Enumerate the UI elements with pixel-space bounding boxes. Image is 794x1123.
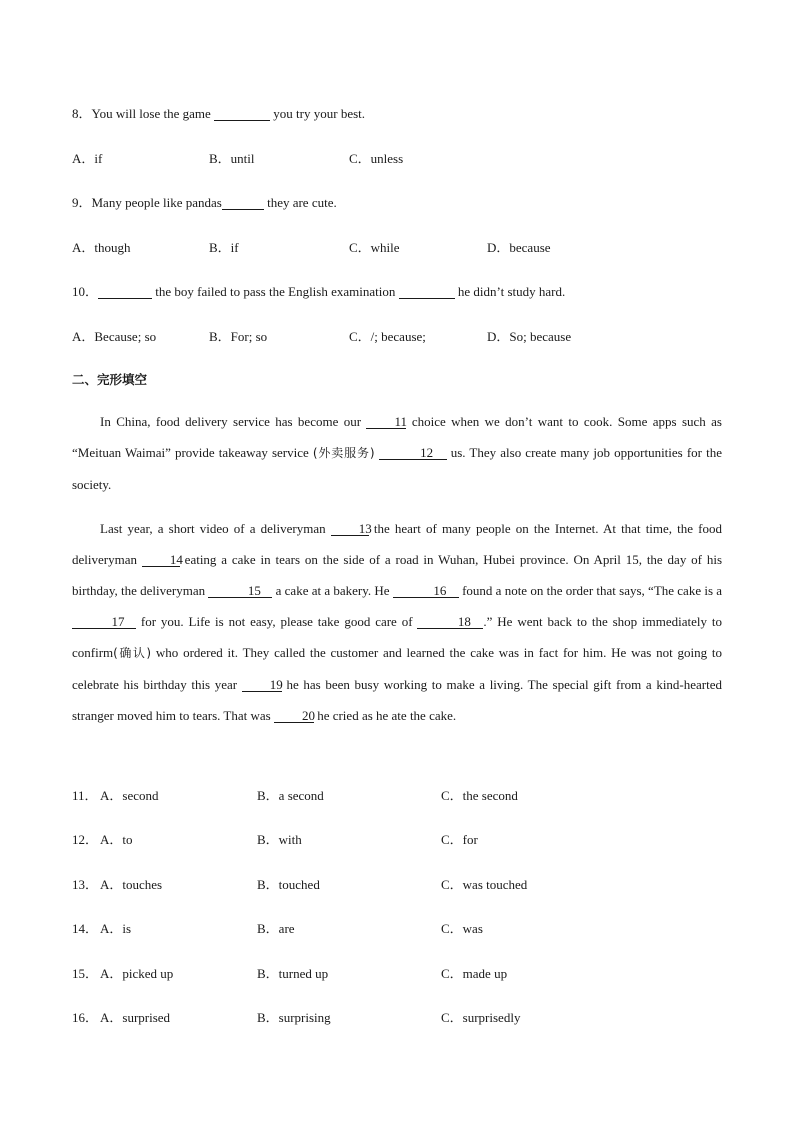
q10-option-d[interactable]: D．So; because [487, 329, 572, 344]
choice-13-number: 13． [72, 877, 99, 892]
question-8 [72, 103, 365, 122]
choice-11-option-c[interactable]: C．the second [441, 788, 518, 803]
q8-option-a[interactable]: A．if [72, 151, 103, 166]
question-10-suffix: he didn’t study hard. [457, 284, 566, 299]
choice-11-option-b[interactable]: B．a second [257, 788, 324, 803]
blank-15[interactable]: 15 [208, 584, 272, 598]
question-9-blank[interactable] [222, 196, 264, 210]
q9-option-b[interactable]: B．if [209, 240, 239, 255]
question-10-middle: the boy failed to pass the English examination [155, 284, 396, 299]
choice-14-option-c[interactable]: C．was [441, 921, 483, 936]
choice-11-option-a[interactable]: A．second [100, 788, 159, 803]
choice-12-option-c[interactable]: C．for [441, 832, 478, 847]
choice-15-number: 15． [72, 966, 99, 981]
question-8-prefix: 8．You will lose the game [72, 106, 211, 121]
choice-12-option-a[interactable]: A．to [100, 832, 133, 847]
blank-12[interactable]: 12 [379, 446, 447, 460]
choice-13-option-a[interactable]: A．touches [100, 877, 163, 892]
blank-17[interactable]: 17 [72, 615, 136, 629]
question-9-prefix: 9．Many people like pandas [72, 195, 222, 210]
chinese-gloss-takeaway: (外卖服务) [312, 446, 375, 460]
blank-18[interactable]: 18 [417, 615, 483, 629]
question-10-blank-2[interactable] [399, 285, 455, 299]
q10-option-c[interactable]: C．/; because; [349, 329, 426, 344]
choice-14-option-b[interactable]: B．are [257, 921, 295, 936]
question-8-blank[interactable] [214, 107, 270, 121]
choice-15-option-c[interactable]: C．made up [441, 966, 508, 981]
section-title-cloze: 二、完形填空 [72, 372, 148, 387]
q9-option-a[interactable]: A．though [72, 240, 131, 255]
choice-12-number: 12． [72, 832, 99, 847]
passage-paragraph-1: In China, food delivery service has become our 11 choice when we don’t want to cook. Some apps such as “Meituan Waimai” provide takeaway service (外卖服务) 12 us. They also create many job opportunities for the society. [72, 414, 722, 492]
passage-paragraph-2: Last year, a short video of a deliveryman 13 the heart of many people on the Internet. At that time, the food deliveryman 14 eating a cake in tears on the side of a road in Wuhan, Hubei province. On April 15, the day of his birthday, the deliveryman 15 a cake at a bakery. He 16 found a note on the order that says, “The cake is a 17 for you. Life is not easy, please take good care of 18 .” He went back to the shop immediately to confirm(确认) who ordered it. They called the customer and learned the cake was in fact for him. He was not going to celebrate his birthday this year 19 he has been busy working to make a living. The special gift from a kind-hearted stranger moved him to tears. That was 20 he cried as he ate the cake. [72, 521, 723, 723]
question-10-prefix: 10． [72, 284, 99, 299]
blank-11[interactable]: 11 [366, 415, 406, 429]
blank-20[interactable]: 20 [274, 709, 314, 723]
question-10 [72, 281, 565, 300]
choice-15-option-b[interactable]: B．turned up [257, 966, 329, 981]
q8-option-b[interactable]: B．until [209, 151, 255, 166]
choice-16-option-b[interactable]: B．surprising [257, 1010, 331, 1025]
choice-13-option-c[interactable]: C．was touched [441, 877, 528, 892]
choice-14-number: 14． [72, 921, 99, 936]
q10-option-b[interactable]: B．For; so [209, 329, 268, 344]
choice-16-number: 16． [72, 1010, 99, 1025]
blank-14[interactable]: 14 [142, 553, 180, 567]
blank-13[interactable]: 13 [331, 522, 369, 536]
choice-11-number: 11． [72, 788, 98, 803]
choice-15-option-a[interactable]: A．picked up [100, 966, 174, 981]
choice-16-option-c[interactable]: C．surprisedly [441, 1010, 521, 1025]
choice-13-option-b[interactable]: B．touched [257, 877, 320, 892]
question-8-suffix: you try your best. [273, 106, 366, 121]
q9-option-c[interactable]: C．while [349, 240, 400, 255]
q10-option-a[interactable]: A．Because; so [72, 329, 157, 344]
choice-16-option-a[interactable]: A．surprised [100, 1010, 171, 1025]
question-10-blank-1[interactable] [98, 285, 152, 299]
blank-19[interactable]: 19 [242, 678, 282, 692]
q9-option-d[interactable]: D．because [487, 240, 551, 255]
question-9-suffix: they are cute. [267, 195, 337, 210]
choice-12-option-b[interactable]: B．with [257, 832, 302, 847]
q8-option-c[interactable]: C．unless [349, 151, 404, 166]
question-9 [72, 192, 337, 211]
chinese-gloss-confirm: (确认) [113, 646, 152, 660]
blank-16[interactable]: 16 [393, 584, 459, 598]
choice-14-option-a[interactable]: A．is [100, 921, 132, 936]
